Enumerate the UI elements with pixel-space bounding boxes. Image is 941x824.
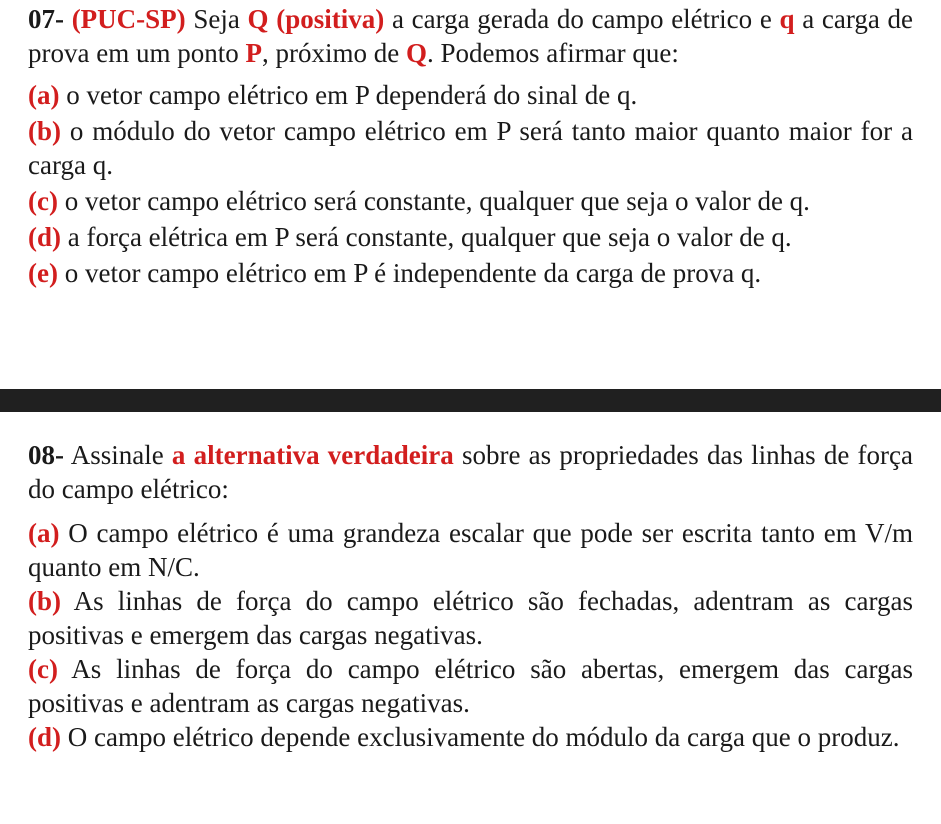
option-letter: (d) (28, 222, 61, 252)
symbol-Q: Q (247, 4, 269, 34)
question-source: (PUC-SP) (71, 4, 186, 34)
question-number: 08- (28, 440, 64, 470)
question-number: 07- (28, 4, 64, 34)
stem-positiva: (positiva) (276, 4, 385, 34)
section-divider (0, 389, 941, 412)
stem-text: sobre as propriedades das linhas de força do campo elétrico: (28, 440, 913, 504)
stem-text: , próximo de (261, 38, 400, 68)
option-text: o vetor campo elétrico será constante, qualquer que seja o valor de q. (64, 186, 810, 216)
option-d (28, 720, 913, 754)
question-08 (28, 438, 913, 754)
question-07 (28, 2, 913, 292)
option-letter: (a) (28, 518, 60, 548)
option-b (28, 114, 913, 182)
option-text: o vetor campo elétrico em P dependerá do sinal de q. (66, 80, 638, 110)
option-letter: (b) (28, 586, 61, 616)
option-text: O campo elétrico é uma grandeza escalar que pode ser escrita tanto em V/m quanto em N/C. (28, 518, 914, 582)
option-letter: (b) (28, 116, 61, 146)
question-07-stem (28, 2, 913, 70)
option-text: O campo elétrico depende exclusivamente do módulo da carga que o produz. (67, 722, 900, 752)
option-text: o vetor campo elétrico em P é independente da carga de prova q. (64, 258, 762, 288)
stem-text: Assinale (70, 440, 164, 470)
option-c (28, 652, 913, 720)
stem-text: Seja (193, 4, 240, 34)
option-c (28, 184, 913, 218)
question-08-stem (28, 438, 913, 506)
option-b (28, 584, 913, 652)
option-letter: (c) (28, 186, 58, 216)
option-e (28, 256, 913, 290)
option-a (28, 78, 913, 112)
option-letter: (d) (28, 722, 61, 752)
stem-text: a carga de prova em um ponto (28, 4, 914, 68)
symbol-Q: Q (405, 38, 427, 68)
option-text: o módulo do vetor campo elétrico em P será tanto maior quanto maior for a carga q. (28, 116, 913, 180)
stem-text: . Podemos afirmar que: (426, 38, 679, 68)
stem-text: a carga gerada do campo elétrico e (391, 4, 772, 34)
option-text: a força elétrica em P será constante, qualquer que seja o valor de q. (67, 222, 792, 252)
symbol-P: P (245, 38, 262, 68)
option-d (28, 220, 913, 254)
option-a (28, 516, 913, 584)
stem-highlight: a alternativa verdadeira (171, 440, 454, 470)
option-letter: (e) (28, 258, 58, 288)
option-text: As linhas de força do campo elétrico são fechadas, adentram as cargas positivas e emergem das cargas negativas. (28, 586, 913, 650)
symbol-q: q (779, 4, 795, 34)
option-text: As linhas de força do campo elétrico são abertas, emergem das cargas positivas e adentram as cargas negativas. (28, 654, 913, 718)
option-letter: (c) (28, 654, 58, 684)
option-letter: (a) (28, 80, 60, 110)
